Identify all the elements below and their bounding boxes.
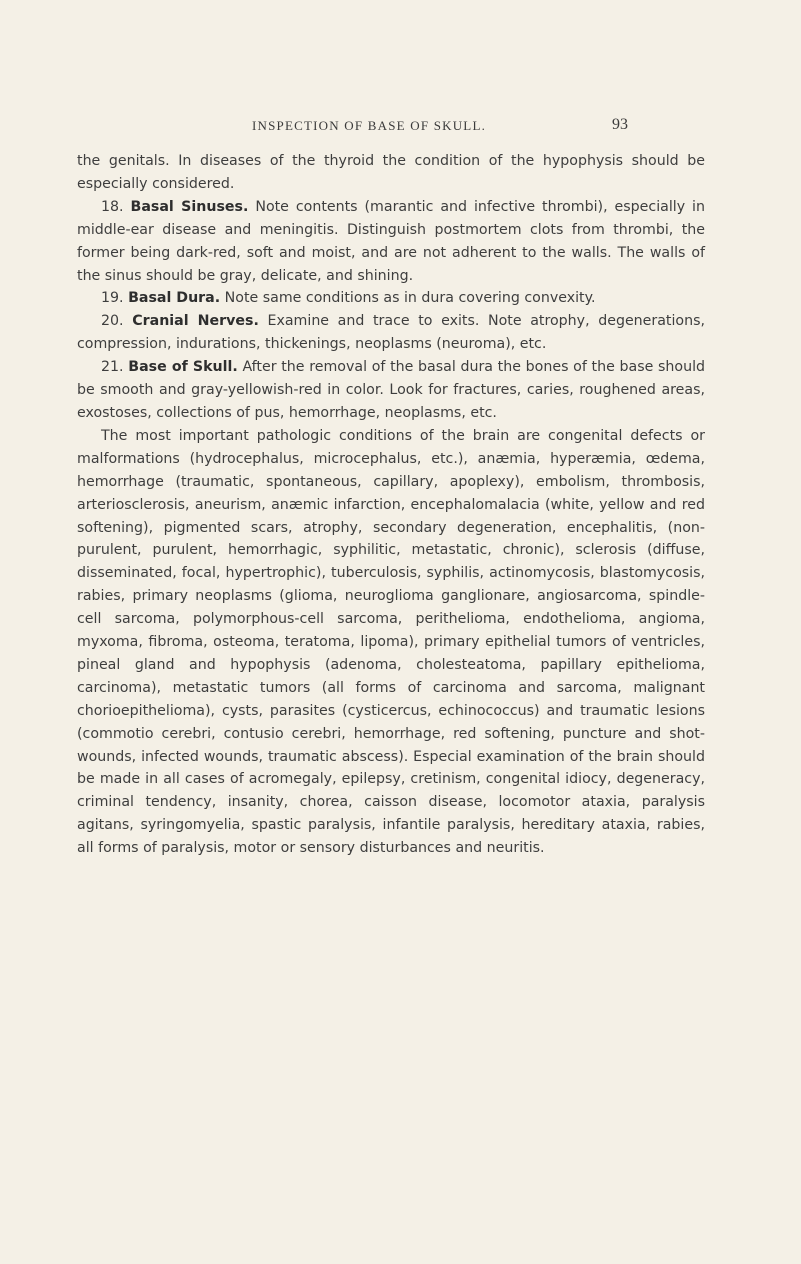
paragraph-pathologic-conditions: The most important pathologic conditions of the brain are congenital defects or malformations (hydrocephalus, microcephalus, etc.), anæmia, hyperæmia, œdema, hemorrhage (traumatic, spontaneous, capillary, apoplexy), embolism, thrombosis, arteriosclerosis, aneurism, anæmic infarction, encephalomalacia (white, yellow and red softening), pigmented scars, atrophy, secondary degeneration, encephalitis, (non-purulent, purulent, hemorrhagic, syphilitic, metastatic, chronic), sclerosis (diffuse, disseminated, focal, hypertrophic), tuberculosis, syphilis, actinomycosis, blastomycosis, rabies, primary neoplasms (glioma, neuroglioma ganglionare, angiosarcoma, spindle-cell sarcoma, polymorphous-cell sarcoma, perithelioma, endothelioma, angioma, myxoma, fibroma, osteoma, teratoma, lipoma), primary epithelial tumors of ventricles, pineal gland and hypophysis (adenoma, cholesteatoma, papillary epithelioma, carcinoma), metastatic tumors (all forms of carcinoma and sarcoma, malignant chorioepithelioma), cysts, parasites (cysticercus, echinococcus) and traumatic lesions (commotio cerebri, contusio cerebri, hemorrhage, red softening, puncture and shot-wounds, infected wounds, traumatic abscess). Especial examination of the brain should be made in all cases of acromegaly, epilepsy, cretinism, congenital idiocy, degeneracy, criminal tendency, insanity, chorea, caisson disease, locomotor ataxia, paralysis agitans, syringomyelia, spastic paralysis, infantile paralysis, hereditary ataxia, rabies, all forms of paralysis, motor or sensory disturbances and neuritis. [77, 427, 705, 857]
section-number: 20. [101, 313, 124, 330]
section-text: Examine and trace to exits. Note atrophy, degenerations, compression, indurations, thickenings, neoplasms (neuroma), etc. [77, 313, 706, 353]
section-heading: Basal Dura. [128, 290, 221, 307]
body-text [77, 150, 705, 860]
page-number: 93 [612, 116, 628, 133]
section-number: 19. [101, 290, 124, 307]
section-heading: Base of Skull. [128, 359, 238, 376]
section-19-basal-dura [77, 287, 705, 310]
section-heading: Cranial Nerves. [132, 313, 259, 330]
paragraph-continuation: the genitals. In diseases of the thyroid the condition of the hypophysis should be especially considered. [77, 153, 705, 192]
section-text: Note same conditions as in dura covering convexity. [224, 290, 596, 307]
section-text: After the removal of the basal dura the bones of the base should be smooth and gray-yellowish-red in color. Look for fractures, caries, roughened areas, exostoses, collections of pus, hemorrhage, neoplasms, etc. [77, 359, 706, 421]
section-21-base-of-skull [77, 356, 705, 425]
section-heading: Basal Sinuses. [130, 198, 249, 215]
running-title: INSPECTION OF BASE OF SKULL. [252, 118, 487, 133]
section-20-cranial-nerves [77, 310, 705, 356]
section-18-basal-sinuses [77, 196, 705, 288]
section-number: 18. [101, 198, 124, 215]
section-text: Note contents (marantic and infective thrombi), especially in middle-ear disease and meningitis. Distinguish postmortem clots from thrombi, the former being dark-red, soft and moist, and are not adherent to the walls. The walls of the sinus should be gray, delicate, and shining. [77, 198, 705, 284]
section-number: 21. [101, 359, 124, 376]
